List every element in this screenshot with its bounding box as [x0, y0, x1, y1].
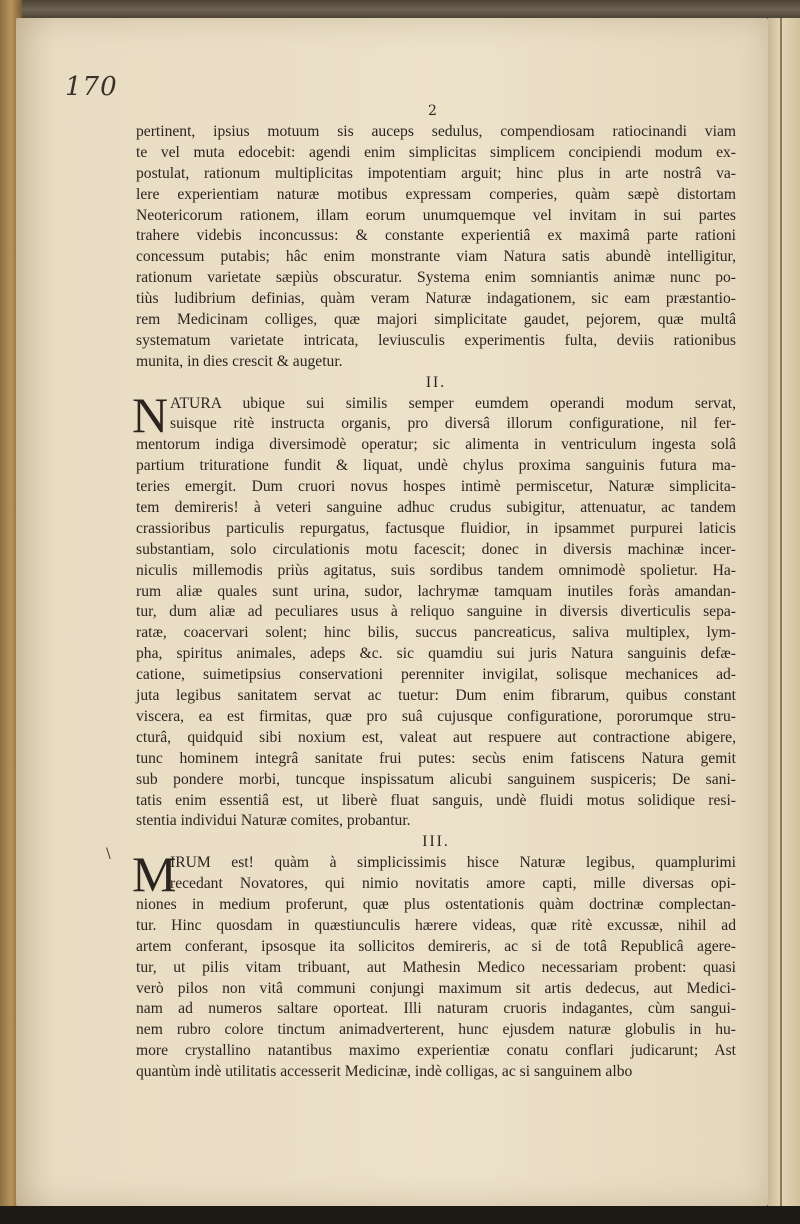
page-number: 170	[65, 72, 118, 102]
text-line: tem demireris! à veteri sanguine adhuc crudus subigitur, attenuatur, ac tandem	[136, 499, 736, 517]
text-line: tur, ut pilis vitam tribuant, aut Mathesin Medico necessariam probent: quasi	[136, 958, 736, 976]
text-line: postulat, rationum multiplicitas impotentiam arguit; hinc plus in arte nostrâ va-	[136, 164, 736, 182]
intro-paragraph	[136, 122, 736, 373]
text-line: rum aliæ quales sunt urina, sudor, lachrymæ tamquam inutiles foràs amandan-	[136, 582, 736, 600]
text-line: crassioribus particulis repurgatus, factusque fluidior, in ipsammet purpurei laticis	[136, 519, 736, 537]
section-II-paragraph	[132, 386, 736, 833]
section-heading-II: II.	[425, 373, 447, 391]
text-line: partium trituratione fundit & liquat, undè chylus proxima sanguinis futura ma-	[136, 457, 736, 475]
text-line: stentia individui Naturæ comites, probantur.	[136, 812, 411, 830]
text-line: concessum putabis; hâc enim monstrante viam Natura satis abundè intelligitur,	[136, 248, 736, 266]
text-line: mentorum indiga diversimodè operatur; sic alimenta in ventriculum ingesta solâ	[136, 436, 736, 454]
dropcap-N: N	[132, 386, 169, 443]
text-line: systematum varietate intricata, leviusculis experimentis fulta, deviis rationibus	[136, 331, 736, 349]
text-line: cturâ, quidquid sibi noxium est, valeat aut respuere aut contractione abigere,	[136, 728, 736, 746]
page-gutter-line	[780, 18, 782, 1206]
text-line: sub pondere morbi, tuncque inspissatum alicubi sanguinem suspiceris; De sani-	[136, 770, 736, 788]
text-line: trahere videbis inconcussus: & constante experientiâ ex maximâ parte rationi	[136, 227, 736, 245]
text-line: artem conferant, ipsosque ita sollicitos demireris, ac si de totâ Republicâ agere-	[136, 937, 736, 955]
signature-mark: 2	[428, 103, 437, 119]
facing-page-edge	[768, 18, 800, 1206]
margin-mark: \	[106, 846, 111, 862]
text-line: more crystallino natantibus maximo experientiæ conatu conflari judicarunt; Ast	[136, 1042, 736, 1060]
text-line: nem rubro colore tinctum animadverterent, hunc ejusdem naturæ globulis in hu-	[136, 1021, 736, 1039]
text-line: suisque ritè instructa organis, pro diversâ illorum configuratione, nil fer-	[170, 415, 736, 433]
text-line: verò pilos non vitâ communi conjungi maximum sit artis dedecus, aut Medici-	[136, 979, 736, 997]
text-line: tatis enim essentiâ est, ut liberè fluat sanguis, undè fluidi motus solidique resi-	[136, 791, 736, 809]
text-line: tiùs ludibrium definias, quàm veram Naturæ indagationem, sic eam præstantio-	[136, 290, 736, 308]
text-line: lere experientiam naturæ motibus expressam comperies, quàm sæpè distortam	[136, 185, 736, 203]
text-line: tur. Hinc quosdam in quæstiunculis hærere videas, quæ ritè excussæ, nihil ad	[136, 916, 736, 934]
text-line: juta legibus sanitatem servat ac tuetur: Dum enim fibrarum, quibus constant	[136, 687, 736, 705]
text-line: substantiam, solo circulationis motu facescit; donec in diversis machinæ incer-	[136, 540, 736, 558]
text-line: tur, dum aliæ ad peculiares usus à reliquo sanguine in diversis diverticulis sepa-	[136, 603, 736, 621]
text-line: Neotericorum rationem, illam eorum unumquemque vel invitam in sui partes	[136, 206, 736, 224]
text-line: rationum varietate sæpiùs obscuratur. Systema enim somniantis animæ nunc po-	[136, 269, 736, 287]
text-line: pertinent, ipsius motuum sis auceps sedulus, compendiosam ratiocinandi viam	[136, 123, 736, 140]
book-bottom-edge	[0, 1206, 800, 1224]
text-line: teries emergit. Dum cruori novus hospes intimè permiscetur, Naturæ simplicita-	[136, 478, 736, 496]
text-line: niculis millemodis priùs agitatus, suis sordibus tandem omnimodè spolietur. Ha-	[136, 561, 736, 579]
text-line: viscera, ea est firmitas, quæ pro suâ cujusque configuratione, pororumque stru-	[136, 707, 736, 725]
section-heading-III: III.	[422, 833, 450, 851]
text-line: nam ad numeros saltare oporteat. Illi naturam cruoris indagantes, cùm sangui-	[136, 1000, 736, 1018]
text-line: tunc hominem integrâ sanitate frui putes: secùs enim fatiscens Natura gemit	[136, 749, 736, 767]
text-line: rem Medicinam colliges, quæ majori simplicitate gaudet, pejorem, quæ multâ	[136, 311, 736, 329]
text-line: quantùm indè utilitatis accesserit Medicinæ, indè colligas, ac si sanguinem albo	[136, 1063, 633, 1081]
text-line: munita, in dies crescit & augetur.	[136, 352, 343, 370]
text-line: niones in medium proferunt, quæ plus ostentationis quàm doctrinæ complectan-	[136, 895, 736, 913]
text-line: te vel muta edocebit: agendi enim simplicitas simplicem concipiendi modum ex-	[136, 143, 736, 161]
text-line: catione, suimetipsius conservationi perenniter invigilat, solisque mechanices ad-	[136, 666, 736, 684]
text-line: IRUM est! quàm à simplicissimis hisce Naturæ legibus, quamplurimi	[170, 854, 736, 872]
text-line: ratæ, coacervari solent; hinc bilis, succus pancreaticus, saliva multiplex, lym-	[136, 624, 736, 642]
dropcap-M: M	[132, 846, 177, 903]
body-text	[132, 122, 736, 1083]
text-line: ATURA ubique sui similis semper eumdem operandi modum servat,	[170, 394, 736, 412]
section-III-paragraph	[132, 846, 736, 1083]
text-line: recedant Novatores, qui nimio novitatis amore capti, mille diversas opi-	[170, 875, 736, 893]
text-line: pha, spiritus animales, adeps &c. sic quamdiu sui juris Natura sanguinis defæ-	[136, 645, 736, 663]
